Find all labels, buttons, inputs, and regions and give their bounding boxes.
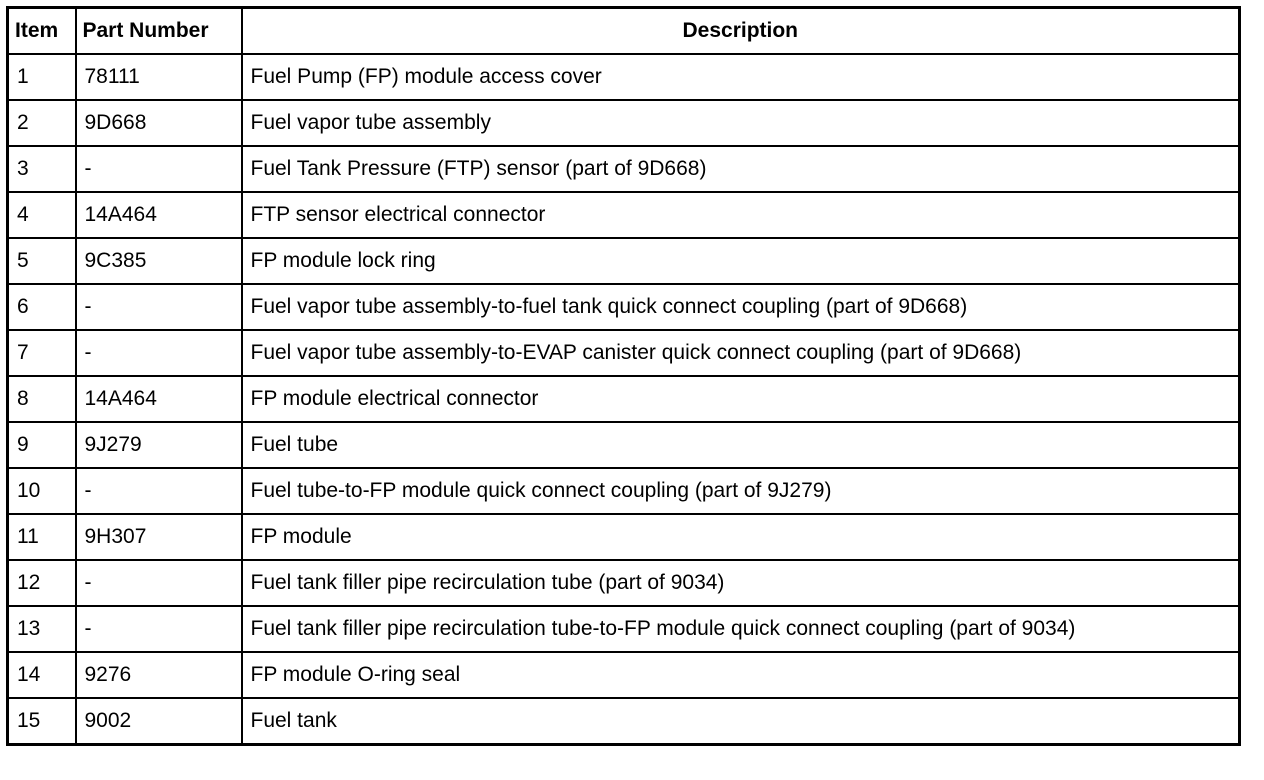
cell-description: Fuel vapor tube assembly	[242, 100, 1240, 146]
cell-item: 9	[8, 422, 76, 468]
table-row	[8, 652, 1240, 698]
cell-part-number: 9J279	[76, 422, 242, 468]
table-body	[8, 54, 1240, 745]
cell-part-number: 14A464	[76, 192, 242, 238]
cell-description: FP module lock ring	[242, 238, 1240, 284]
cell-part-number: -	[76, 606, 242, 652]
header-row	[8, 8, 1240, 55]
table-row	[8, 100, 1240, 146]
cell-item: 11	[8, 514, 76, 560]
cell-description: Fuel tube	[242, 422, 1240, 468]
cell-part-number: -	[76, 330, 242, 376]
cell-description: FP module O-ring seal	[242, 652, 1240, 698]
cell-item: 5	[8, 238, 76, 284]
cell-description: Fuel tank filler pipe recirculation tube-to-FP module quick connect coupling (part of 9034)	[242, 606, 1240, 652]
cell-part-number: -	[76, 146, 242, 192]
table-row	[8, 468, 1240, 514]
cell-item: 12	[8, 560, 76, 606]
cell-part-number: -	[76, 284, 242, 330]
cell-description: Fuel Pump (FP) module access cover	[242, 54, 1240, 100]
cell-item: 15	[8, 698, 76, 745]
cell-item: 4	[8, 192, 76, 238]
table-row	[8, 192, 1240, 238]
cell-description: FTP sensor electrical connector	[242, 192, 1240, 238]
cell-description: FP module	[242, 514, 1240, 560]
cell-part-number: 9002	[76, 698, 242, 745]
table-row	[8, 514, 1240, 560]
table-row	[8, 560, 1240, 606]
cell-description: Fuel tube-to-FP module quick connect coupling (part of 9J279)	[242, 468, 1240, 514]
cell-part-number: 9276	[76, 652, 242, 698]
cell-item: 3	[8, 146, 76, 192]
cell-description: Fuel vapor tube assembly-to-EVAP canister quick connect coupling (part of 9D668)	[242, 330, 1240, 376]
cell-description: Fuel vapor tube assembly-to-fuel tank quick connect coupling (part of 9D668)	[242, 284, 1240, 330]
table-row	[8, 146, 1240, 192]
cell-item: 10	[8, 468, 76, 514]
table-row	[8, 606, 1240, 652]
table-row	[8, 422, 1240, 468]
cell-part-number: -	[76, 468, 242, 514]
cell-part-number: 9D668	[76, 100, 242, 146]
table-row	[8, 238, 1240, 284]
cell-description: FP module electrical connector	[242, 376, 1240, 422]
table-row	[8, 376, 1240, 422]
cell-description: Fuel Tank Pressure (FTP) sensor (part of 9D668)	[242, 146, 1240, 192]
cell-item: 1	[8, 54, 76, 100]
table-row	[8, 698, 1240, 745]
cell-part-number: 78111	[76, 54, 242, 100]
cell-item: 7	[8, 330, 76, 376]
cell-part-number: 14A464	[76, 376, 242, 422]
header-description: Description	[242, 8, 1240, 55]
parts-table	[6, 6, 1241, 746]
cell-description: Fuel tank	[242, 698, 1240, 745]
table-header	[8, 8, 1240, 55]
cell-item: 2	[8, 100, 76, 146]
cell-item: 8	[8, 376, 76, 422]
header-item: Item	[8, 8, 76, 55]
header-part-number: Part Number	[76, 8, 242, 55]
cell-item: 14	[8, 652, 76, 698]
table-row	[8, 284, 1240, 330]
cell-part-number: 9H307	[76, 514, 242, 560]
cell-part-number: 9C385	[76, 238, 242, 284]
cell-item: 13	[8, 606, 76, 652]
table-row	[8, 54, 1240, 100]
cell-item: 6	[8, 284, 76, 330]
cell-description: Fuel tank filler pipe recirculation tube (part of 9034)	[242, 560, 1240, 606]
cell-part-number: -	[76, 560, 242, 606]
table-row	[8, 330, 1240, 376]
